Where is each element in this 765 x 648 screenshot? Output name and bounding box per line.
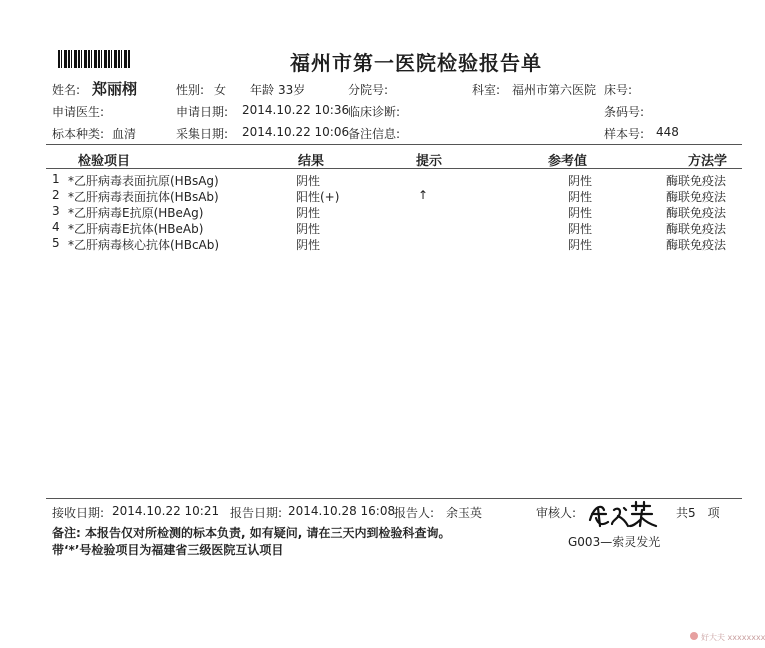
collect-date: 2014.10.22 10:06 (242, 125, 350, 139)
remark-label: 备注信息: (348, 127, 401, 141)
barcode-number-label: 条码号: (604, 105, 645, 119)
row-item: *乙肝病毒表面抗原(HBsAg) (68, 174, 219, 188)
reporter-label: 报告人: (394, 506, 435, 520)
row-item: *乙肝病毒表面抗体(HBsAb) (68, 190, 219, 204)
receive-date-label: 接收日期: (52, 506, 105, 520)
row-result: 阴性 (296, 222, 321, 236)
row-number: 3 (52, 204, 60, 218)
table-top-rule (46, 144, 742, 145)
row-reference: 阴性 (568, 206, 593, 220)
reporter-name: 余玉英 (446, 506, 483, 520)
patient-dept: 福州市第六医院 (512, 83, 597, 97)
up-arrow-icon: ↑ (418, 188, 429, 202)
report-date: 2014.10.28 16:08 (288, 504, 396, 518)
row-method: 酶联免疫法 (666, 222, 727, 236)
footer-note: 备注: 本报告仅对所检测的标本负责, 如有疑问, 请在三天内到检验科查询。 (52, 526, 451, 540)
reviewer-label: 审核人: (536, 506, 577, 520)
bed-label: 床号: (604, 83, 633, 97)
specimen-type: 血清 (112, 127, 137, 141)
row-item: *乙肝病毒E抗原(HBeAg) (68, 206, 204, 220)
header-item: 检验项目 (78, 154, 131, 169)
row-reference: 阴性 (568, 174, 593, 188)
patient-name: 郑丽栩 (92, 80, 138, 98)
row-item: *乙肝病毒E抗体(HBeAb) (68, 222, 204, 236)
ward-label: 分院号: (348, 83, 389, 97)
row-method: 酶联免疫法 (666, 206, 727, 220)
watermark-text: 好大夫 xxxxxxxx (701, 633, 765, 642)
dept-label: 科室: (472, 83, 501, 97)
instrument-code: G003—索灵发光 (568, 535, 661, 549)
row-reference: 阴性 (568, 190, 593, 204)
row-result: 阴性 (296, 238, 321, 252)
diagnosis-label: 临床诊断: (348, 105, 401, 119)
report-title: 福州市第一医院检验报告单 (290, 51, 542, 75)
header-reference: 参考值 (548, 154, 588, 169)
barcode-image (58, 50, 130, 68)
row-number: 2 (52, 188, 60, 202)
row-result: 阳性(+) (296, 190, 340, 204)
report-date-label: 报告日期: (230, 506, 283, 520)
row-number: 1 (52, 172, 60, 186)
table-header-rule (46, 168, 742, 169)
apply-date: 2014.10.22 10:36 (242, 103, 350, 117)
row-reference: 阴性 (568, 222, 593, 236)
header-result: 结果 (298, 154, 325, 169)
header-hint: 提示 (416, 154, 443, 169)
row-result: 阴性 (296, 206, 321, 220)
watermark-logo-icon (690, 632, 698, 640)
sample-label: 样本号: (604, 127, 645, 141)
mutual-recognition-note: 带‘*’号检验项目为福建省三级医院互认项目 (52, 543, 284, 557)
patient-sex: 女 (214, 83, 227, 97)
row-reference: 阴性 (568, 238, 593, 252)
doctor-label: 申请医生: (52, 105, 105, 119)
total-items: 共5 项 (676, 506, 720, 520)
row-item: *乙肝病毒核心抗体(HBcAb) (68, 238, 220, 252)
row-number: 4 (52, 220, 60, 234)
row-result: 阴性 (296, 174, 321, 188)
reviewer-signature (584, 496, 664, 532)
header-method: 方法学 (688, 154, 728, 169)
row-method: 酶联免疫法 (666, 190, 727, 204)
collect-date-label: 采集日期: (176, 127, 229, 141)
row-number: 5 (52, 236, 60, 250)
name-label: 姓名: (52, 83, 81, 97)
apply-date-label: 申请日期: (176, 105, 229, 119)
patient-age: 33岁 (278, 83, 306, 97)
row-method: 酶联免疫法 (666, 238, 727, 252)
age-label: 年龄 (250, 83, 275, 97)
sample-number: 448 (656, 125, 679, 139)
sex-label: 性别: (176, 83, 205, 97)
receive-date: 2014.10.22 10:21 (112, 504, 220, 518)
row-method: 酶联免疫法 (666, 174, 727, 188)
specimen-label: 标本种类: (52, 127, 105, 141)
